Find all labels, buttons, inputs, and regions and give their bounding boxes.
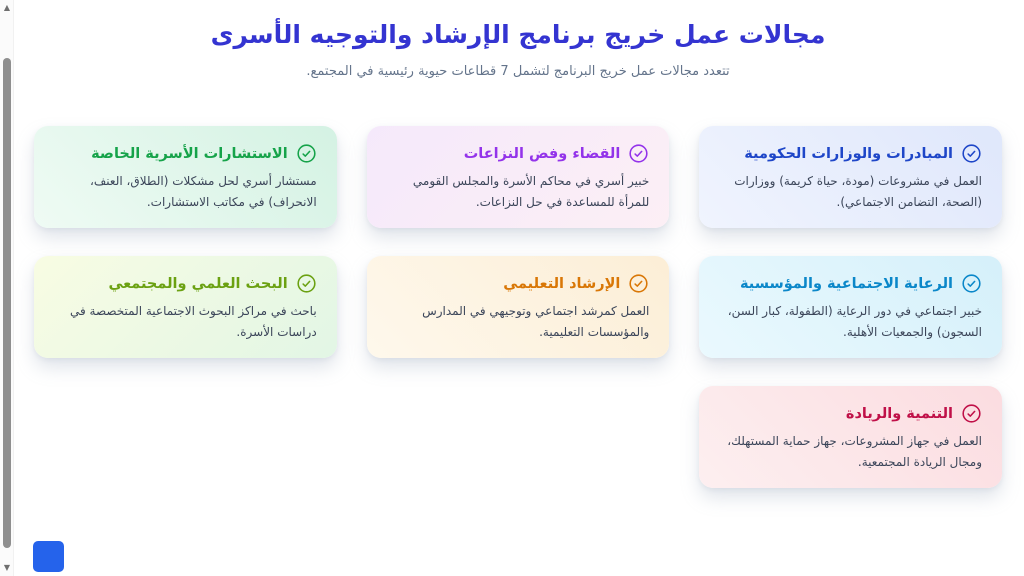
- card-title: البحث العلمي والمجتمعي: [108, 275, 288, 292]
- card-title: التنمية والريادة: [845, 405, 953, 422]
- card-description: باحث في مراكز البحوث الاجتماعية المتخصصة في دراسات الأسرة.: [69, 304, 317, 339]
- field-card: [699, 126, 1002, 228]
- card-title: الرعاية الاجتماعية والمؤسسية: [739, 275, 953, 292]
- check-circle-icon: [961, 403, 982, 424]
- field-card: [699, 386, 1002, 488]
- scrollbar[interactable]: [0, 0, 14, 576]
- card-description: مستشار أسري لحل مشكلات (الطلاق، العنف، الانحراف) في مكاتب الاستشارات.: [90, 174, 317, 209]
- field-card: [34, 256, 337, 358]
- card-title: القضاء وفض النزاعات: [463, 145, 621, 162]
- card-title: المبادرات والوزارات الحكومية: [744, 145, 953, 162]
- card-description: العمل كمرشد اجتماعي وتوجيهي في المدارس والمؤسسات التعليمية.: [422, 304, 650, 339]
- card-header: [717, 273, 982, 294]
- card-description: العمل في جهاز المشروعات، جهاز حماية المستهلك، ومجال الريادة المجتمعية.: [727, 434, 982, 469]
- card-title: الإرشاد التعليمي: [503, 275, 621, 292]
- scrollbar-down-arrow-icon[interactable]: ▼: [3, 563, 11, 572]
- card-header: [52, 143, 317, 164]
- check-circle-icon: [961, 143, 982, 164]
- card-header: [717, 403, 982, 424]
- page-subtitle: تتعدد مجالات عمل خريج البرنامج لتشمل 7 قطاعات حيوية رئيسية في المجتمع.: [306, 64, 730, 79]
- check-circle-icon: [961, 273, 982, 294]
- scrollbar-thumb[interactable]: [3, 58, 11, 548]
- floating-action-button[interactable]: [33, 541, 64, 572]
- card-header: [717, 143, 982, 164]
- card-header: [385, 143, 650, 164]
- cards-grid: [34, 126, 1002, 488]
- field-card: [34, 126, 337, 228]
- main-content: [14, 0, 1024, 576]
- card-description: خبير أسري في محاكم الأسرة والمجلس القومي للمرأة للمساعدة في حل النزاعات.: [412, 174, 650, 209]
- field-card: [367, 256, 670, 358]
- scrollbar-up-arrow-icon[interactable]: ▲: [3, 3, 11, 12]
- card-title: الاستشارات الأسرية الخاصة: [91, 145, 288, 162]
- card-description: العمل في مشروعات (مودة، حياة كريمة) ووزارات (الصحة، التضامن الاجتماعي).: [734, 174, 982, 209]
- check-circle-icon: [296, 273, 317, 294]
- card-description: خبير اجتماعي في دور الرعاية (الطفولة، كبار السن، السجون) والجمعيات الأهلية.: [727, 304, 982, 339]
- page-title: مجالات عمل خريج برنامج الإرشاد والتوجيه الأسرى: [210, 20, 826, 49]
- check-circle-icon: [628, 273, 649, 294]
- check-circle-icon: [296, 143, 317, 164]
- field-card: [367, 126, 670, 228]
- field-card: [699, 256, 1002, 358]
- check-circle-icon: [628, 143, 649, 164]
- card-header: [385, 273, 650, 294]
- card-header: [52, 273, 317, 294]
